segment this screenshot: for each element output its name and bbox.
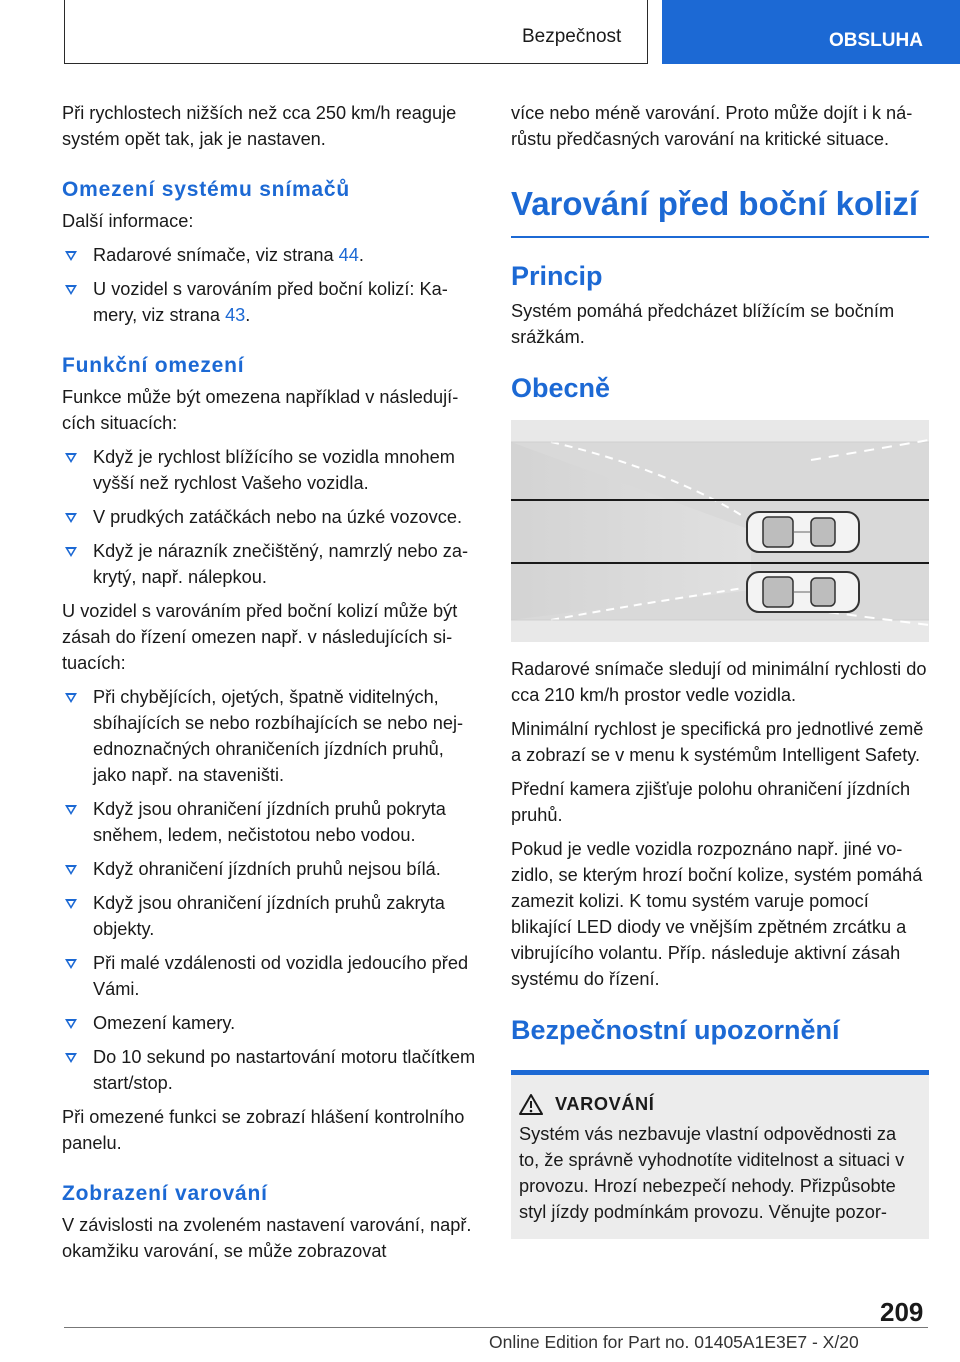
intro-paragraph: Při rychlostech nižších než cca 250 km/h reaguje systém opět tak, jak je nastaven. [62,103,457,149]
page-link[interactable]: 44 [338,245,359,265]
heading-general: Obecně [511,373,611,403]
section-title: Bezpečnost [522,26,622,47]
chapter-tab[interactable] [662,0,960,64]
list-item: Radarové snímače, viz strana 44. [62,242,480,268]
continued-paragraph: více nebo méně varování. Proto může dojít i k nárůstu předčasných varování na kritické situace. [511,103,913,149]
bullet-triangle-icon [65,547,77,557]
list-item: U vozidel s varováním před boční kolizí: Kamery, viz strana 43. [62,276,480,328]
page-link[interactable]: 43 [225,305,246,325]
heading-principle: Princip [511,261,603,291]
chapter-title: Varování před boční kolizí [511,182,929,238]
list-item: Omezení kamery. [62,1010,480,1036]
heading-safety-notes: Bezpečnostní upozornění [511,1015,840,1045]
heading-warning-display: Zobrazení varování [62,1182,268,1205]
list-item: Při chybějících, ojetých, špatně viditelných, sbíhajících se nebo rozbíhajících se nebo nejednoznačných ohraničeních jízdních pruhů, jako např. na staveništi. [62,684,480,788]
general-paragraph-4: Pokud je vedle vozidla rozpoznáno např. jiné vozidlo, se kterým hrozí boční kolize, systém pomáhá zamezit kolizi. K tomu systém varuje pomocí blikající LED diody ve vnějším zpětném zrcátku a vibrujícího volantu. Příp. následuje aktivní zásah systému do řízení. [511,839,923,989]
principle-text: Systém pomáhá předcházet blížícím se bočním srážkám. [511,301,895,347]
heading-sensor-limits: Omezení systému snímačů [62,178,351,201]
warning-box [511,1070,929,1239]
sensor-limits-text: Další informace: [62,211,194,231]
list-item: Když je nárazník znečištěný, namrzlý nebo zakrytý, např. nálepkou. [62,538,480,590]
warning-title-row [519,1091,921,1117]
list-item: Při malé vzdálenosti od vozidla jedoucího před Vámi. [62,950,480,1002]
bullet-triangle-icon [65,285,77,295]
right-column [511,100,929,1239]
bullet-triangle-icon [65,865,77,875]
list-item: V prudkých zatáčkách nebo na úzké vozovce. [62,504,480,530]
list-item: Když je rychlost blížícího se vozidla mnohem vyšší než rychlost Vašeho vozidla. [62,444,480,496]
general-paragraph-3: Přední kamera zjišťuje polohu ohraničení jízdních pruhů. [511,779,911,825]
list-item: Když jsou ohraničení jízdních pruhů zakryta objekty. [62,890,480,942]
left-column [62,100,480,1272]
list-item: Když ohraničení jízdních pruhů nejsou bílá. [62,856,480,882]
heading-functional-limits: Funkční omezení [62,354,245,377]
functional-limits-list [62,444,480,590]
page-number: 209 [880,1297,924,1327]
edition-footer: Online Edition for Part no. 01405A1E3E7 - X/20 [489,1332,859,1352]
footer-divider [64,1327,928,1328]
bullet-triangle-icon [65,805,77,815]
side-collision-illustration [511,420,929,642]
general-paragraph-2: Minimální rychlost je specifická pro jednotlivé země a zobrazí se v menu k systémům Intelligent Safety. [511,719,924,765]
chapter-tab-label: OBSLUHA [829,30,923,51]
bullet-triangle-icon [65,453,77,463]
steering-limits-text: U vozidel s varováním před boční kolizí může být zásah do řízení omezen např. v následujících situacích: [62,601,458,673]
bullet-triangle-icon [65,1053,77,1063]
road-diagram-graphic [511,420,929,642]
warning-label: VAROVÁNÍ [555,1094,655,1114]
steering-limits-list [62,684,480,1096]
bullet-triangle-icon [65,251,77,261]
list-item: Když jsou ohraničení jízdních pruhů pokryta sněhem, ledem, nečistotou nebo vodou. [62,796,480,848]
bullet-triangle-icon [65,513,77,523]
functional-limits-text: Funkce může být omezena například v následujících situacích: [62,387,459,433]
warning-display-text: V závislosti na zvoleném nastavení varování, např. okamžiku varování, se může zobrazovat [62,1215,472,1261]
bullet-triangle-icon [65,1019,77,1029]
warning-text: Systém vás nezbavuje vlastní odpovědnosti za to, že správně vyhodnotíte viditelnost a situaci v provozu. Hrozí nebezpečí nehody. Přizpůsobte styl jízdy podmínkám provozu. Věnujte pozor- [519,1124,905,1222]
limited-function-text: Při omezené funkci se zobrazí hlášení kontrolního panelu. [62,1107,465,1153]
list-item: Do 10 sekund po nastartování motoru tlačítkem start/stop. [62,1044,480,1096]
bullet-triangle-icon [65,959,77,969]
sensor-limits-list [62,242,480,328]
bullet-triangle-icon [65,899,77,909]
general-paragraph-1: Radarové snímače sledují od minimální rychlosti do cca 210 km/h prostor vedle vozidla. [511,659,927,705]
bullet-triangle-icon [65,693,77,703]
warning-triangle-icon [519,1093,543,1115]
